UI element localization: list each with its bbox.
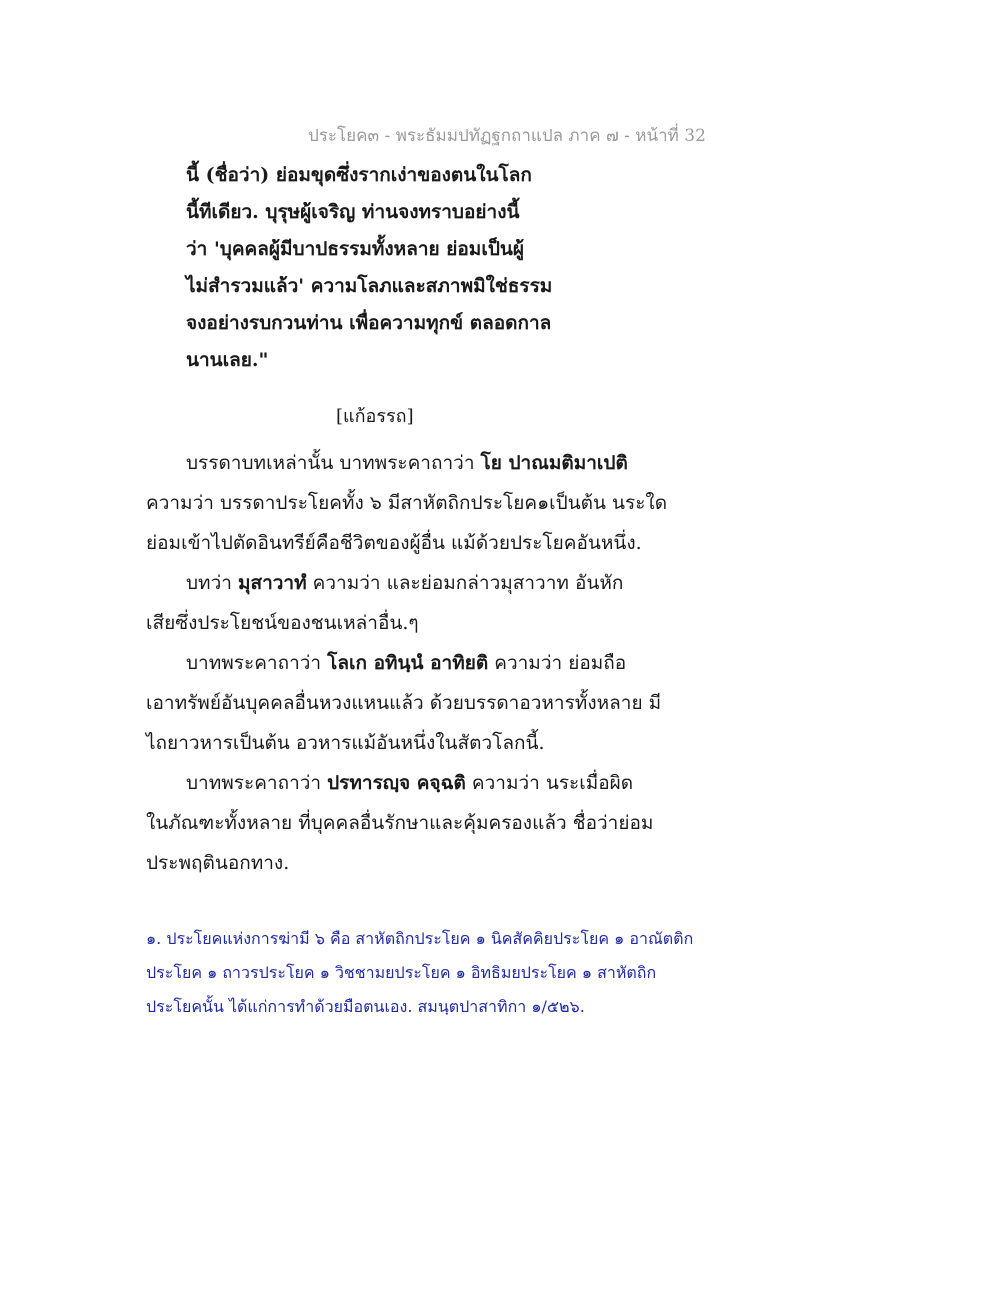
paragraph-line — [146, 563, 706, 603]
text-run: ความว่า และย่อมกล่าวมุสาวาท อันหัก — [306, 572, 624, 594]
text-run: ความว่า ย่อมถือ — [488, 652, 627, 674]
text-run: ความว่า นระเมื่อผิด — [465, 772, 634, 794]
footnote-line: ประโยค ๑ ถาวรประโยค ๑ วิชชามยประโยค ๑ อิทธิมยประโยค ๑ สาหัตถิก — [146, 963, 657, 982]
page-header: ประโยค๓ - พระธัมมปทัฏฐกถาแปล ภาค ๗ - หน้าที่ 32 — [308, 126, 706, 146]
pali-term: โย ปาณมติมาเปติ — [480, 452, 628, 474]
paragraph-line: เอาทรัพย์อันบุคคลอื่นหวงแหนแล้ว ด้วยบรรดาอวหารทั้งหลาย มี — [146, 692, 662, 714]
paragraph-line — [146, 643, 706, 683]
paragraph-line — [146, 763, 706, 803]
pali-term: ปรทารญฺจ คจฺฉติ — [327, 772, 466, 794]
verse-line: จงอย่างรบกวนท่าน เพื่อความทุกข์ ตลอดกาล — [186, 312, 552, 334]
verse-line: ไม่สำรวมแล้ว' ความโลภและสภาพมิใช่ธรรม — [186, 275, 553, 297]
pali-term: มุสาวาทํ — [237, 572, 307, 594]
paragraph-line: ประพฤตินอกทาง. — [146, 852, 290, 874]
paragraph-line: ย่อมเข้าไปตัดอินทรีย์คือชีวิตของผู้อื่น แม้ด้วยประโยคอันหนึ่ง. — [146, 532, 642, 554]
paragraph-line: ในภัณฑะทั้งหลาย ที่บุคคลอื่นรักษาและคุ้มครองแล้ว ชื่อว่าย่อม — [146, 812, 654, 834]
paragraph-line — [146, 443, 706, 483]
text-run: บาทพระคาถาว่า — [186, 772, 328, 794]
footnote-block — [146, 922, 693, 1024]
verse-line: ว่า 'บุคคลผู้มีบาปธรรมทั้งหลาย ย่อมเป็นผู้ — [186, 238, 525, 260]
text-run: บรรดาบทเหล่านั้น บาทพระคาถาว่า — [186, 452, 481, 474]
body-text — [146, 443, 706, 883]
paragraph-line: ไถยาวหารเป็นต้น อวหารแม้อันหนึ่งในสัตวโลกนี้. — [146, 732, 545, 754]
verse-block — [186, 157, 552, 379]
verse-line: นานเลย." — [186, 349, 269, 371]
paragraph-line: เสียซึ่งประโยชน์ของชนเหล่าอื่น.ๆ — [146, 612, 419, 634]
footnote-line: ประโยคนั้น ได้แก่การทำด้วยมือตนเอง. สมนฺตปาสาทิกา ๑/๕๒๖. — [146, 997, 585, 1016]
verse-line: นี้ทีเดียว. บุรุษผู้เจริญ ท่านจงทราบอย่างนี้ — [186, 201, 520, 223]
text-run: บาทพระคาถาว่า — [186, 652, 328, 674]
footnote-line: ๑. ประโยคแห่งการฆ่ามี ๖ คือ สาหัตถิกประโยค ๑ นิคสัคคิยประโยค ๑ อาณัตติก — [146, 929, 694, 948]
section-heading: [แก้อรรถ] — [336, 406, 414, 427]
pali-term: โลเก อทินฺนํ อาทิยติ — [327, 652, 489, 674]
paragraph-line: ความว่า บรรดาประโยคทั้ง ๖ มีสาหัตถิกประโยค๑เป็นต้น นระใด — [146, 492, 668, 514]
verse-line: นี้ (ชื่อว่า) ย่อมขุดซึ่งรากเง่าของตนในโลก — [186, 164, 532, 186]
text-run: บทว่า — [186, 572, 238, 594]
